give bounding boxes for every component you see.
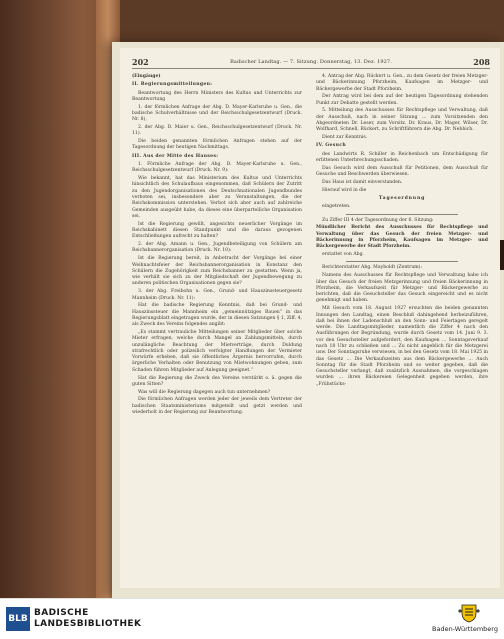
library-logo-icon[interactable]: BLB (6, 607, 30, 631)
paragraph: Mit Gesuch vom 18. August 1927 ersuchten die beiden genannten Innungen den Landtag, einen Beschluß dahingehend herbeizuführen, daß bei ihnen der Ladenschluß an den Sonn- und Feiertagen geregelt werde. Die Landtagsmitglieder, namentlich die Ziffer 4 nach den Ausführungen der Begründung, wurde durch Gesetz vom 14. Juni 9. 3. vor den Gesuchsteller aufgefordert, den Kaufsagen ... Sonntagsverkauf nach 18 Uhr zu schließen und ... Zu nicht angeblich für die Metzgerei usw. Der Sonntagsruhe verwiesen, in bei den Gesetz vom 18. Mai 1925 in das Gesetz ... Die Verkaufszeiten aus dem Bäckergewerbe ... Auch Sonntag für die Stadt Pforzheim und so weiter gegeben, daß die Gesuchsteller verlangt, daß zusätzlich Ausnahmen, die vorgeschlagen wurden ... ihren Bäckereien Gelegenheit gegeben werden, ihre „Frühstücks- (316, 306, 488, 387)
paragraph: Wie bekannt, hat das Ministerium des Kultus und Unterrichts hinsichtlich des Schulaufbaus eingenommen, daß Schülern der Zutritt zu den Jugendorganisationen des Deutschnationalen Jugendbundes verboten sei, insbesondere aber zu Veranstaltungen, die der Reichskommission unterstehen. Verbot sich aber auch auf zahlreiche Gemeinden ausgeübt habe, da dieses eine überparteiliche Organisation sei. (132, 176, 302, 219)
paragraph: Zu Ziffer III 4 der Tagesordnung der 6. Sitzung: (322, 217, 434, 223)
page-gap (500, 240, 504, 270)
paragraph: erstattet von Abg. (322, 252, 365, 258)
document-page (120, 48, 500, 588)
section-divider (346, 261, 458, 262)
paragraph: eingetreten. (322, 204, 351, 210)
running-header (132, 56, 490, 69)
bold-paragraph: (Eingänge) (132, 74, 161, 79)
bold-paragraph: Mündlicher Bericht des Ausschusses für Rechtspflege und Verwaltung über das Gesuch der freien Metzger- und Bäckerinnung in Pforzheim, Kaufsagen im Metzger- und Bäckergewerbe der Stadt Pforzheim. (316, 225, 488, 250)
paragraph: Namens des Ausschusses für Rechtspflege und Verwaltung habe ich über das Gesuch der freien Metzgerinnung und freien Bäckerinnung in Pforzheim, die Verkaufszeit für Metzger- und Bäckergewerbe zu berichten, daß die Gesuchsteller das Gesuch eingereicht und es nicht genehmigt und haben. (316, 273, 488, 304)
right-text-column (316, 74, 488, 390)
paragraph: Der Antrag wird bei dem auf der heutigen Tagesordnung stehenden Punkt zur Debatte gestellt werden. (316, 94, 488, 106)
paragraph: Hat die Regierung die Zweck des Vereins verstärkt o. ä. gegen die guten Sitten? (132, 375, 302, 387)
paragraph: Ist die Regierung bereit, in Anbetracht der Vorgänge bei einer Weihnachtsfeier der Reichsbannerorganisation in Konstanz den Schülern die Zugehörigkeit zum Reichsbanner zu gestatten. Wenn ja, wie verhält sie sich zu der Mitgliedschaft der Jugendbewegung zu anderen politischen Organisationen gegen sie? (132, 256, 302, 287)
paragraph: Ist die Regierung gewillt, angesichts neuerlicher Vorgänge im Reichskabinett diesen Standpunkt und die daraus gezogenen Entschließungen aufrecht zu halten? (132, 221, 302, 240)
section-heading: IV. Gesuch (316, 143, 347, 149)
paragraph: 4. Antrag der Abg. Rückert u. Gen., zu dem Gesetz der freien Metzger- und Bäckerinnung Pforzheim, Kaufsagen im Metzger- und Bäckergewerbe der Stadt Pforzheim. (316, 74, 488, 92)
paragraph: Berichterstatter Abg. Mayboldt (Zentrum): (322, 265, 422, 271)
left-text-column (132, 74, 302, 418)
section-heading: II. Regierungsmitteilungen: (132, 82, 213, 88)
paragraph: des Landwirts R. Schiller in Reichenbach um Entschädigung für erlittenen Unterbrechungsschaden. (316, 151, 488, 164)
section-divider (346, 214, 458, 215)
paragraph: Dient zur Kenntnis. (322, 135, 368, 141)
state-name: Baden-Württemberg (432, 625, 498, 633)
paragraph: Was will die Regierung dagegen auch tun unternehmen? (138, 389, 271, 395)
section-heading: III. Aus der Mitte des Hauses: (132, 153, 219, 159)
paragraph: 2. der Abg. D. Maier u. Gen., Reichsschulgesetzentwurf (Druck. Nr. 11). (132, 125, 302, 137)
page-number-left: 202 (132, 57, 149, 67)
paragraph: Das Gesuch wird dem Ausschuß für Petitionen, dem Ausschuß für Gesuche und Beschwerden überwiesen. (316, 165, 488, 178)
library-name[interactable] (34, 608, 141, 630)
paragraph: 2. der Abg. Amann u. Gen., Jugendbeteiligung von Schülern am Reichsbannerorganisation (Druck. Nr. 10): (132, 242, 302, 254)
header-title: Badischer Landtag. — 7. Sitzung. Donnerstag, 13. Dez. 1927. (230, 59, 392, 65)
paragraph: Beantwortung des Herrn Ministers des Kultus und Unterrichts zur Beantwortung (132, 90, 302, 102)
section-heading: Tagesordnung (378, 196, 426, 202)
paragraph: 5. Mitteilung des Ausschusses für Rechtspflege und Verwaltung, daß der Ausschuß, nach in seiner Sitzung ... zum Vorsitzenden den Abgeordneten Dr. Leser, zum Vorsitz, Dr. Kraus, Dr. Mager, Wilser, Dr. Wolfhard, Schnell, Rückert, zu Schriftführern die Abg. Dr. Nebbich. (316, 108, 488, 133)
page-number-right: 208 (473, 57, 490, 67)
paragraph: Die beiden genannten förmlichen Anfragen stehen auf der Tagesordnung der heutigen Nachmittags. (132, 139, 302, 151)
library-name-line1: BADISCHE (34, 608, 89, 618)
paragraph: 1. der förmlichen Anfrage der Abg. D. Mayer-Karlsruhe u. Gen., die badische Schulverhältnisse und der Reichsschulgesetzentwurf (Druck. Nr. 8), (132, 104, 302, 123)
paragraph: Die förmlichen Anfragen werden jeder der jeweils dem Vertreter der badischen Staatsministeriums mitgeteilt und getzt werden und wiederholt in der Regierung zur Beantwortung. (132, 397, 302, 416)
paragraph: „Es stammt vertrauliche Mitteilungen seiner Mitglieder über solche Mieter erfragen, welche durch Mangel an Zahlungsmitteln, durch unzulängliche Beachtung der Mietverträge, durch Duldung strafrechtlich oder polizeilich verfolgter Handlungen der Vermieter Vorwürfe erheben, daß sie öffentliches Ärgernis hervorrufen, durch ärgerliche Verhalten oder Benutzung von Mietwohnungen geben, zum Schaden führen Mitglieder auf Anlegung geeignet.“ (132, 329, 302, 373)
paragraph: 3. der Abg. Freibohn u. Gen., Grund- und Hauszinssteuergesetz Mannheim (Druck. Nr. 11): (132, 289, 302, 301)
state-crest-icon (458, 603, 480, 623)
paragraph: Das Haus ist damit einverstanden. (322, 179, 403, 185)
paragraph: Hierauf wird in die (322, 187, 367, 193)
paragraph: Hat die badische Regierung Kenntnis, daß bei Grund- und Hauszinssteuer die Mannheim ein „gemeinnütziges Bauen“ in das Regierungsblatt eingetragen wurde, der in diesen Satzungen § 1, Ziff. 4, als Zweck des Vereins folgendes angibt: (132, 303, 302, 328)
viewer-footer (0, 598, 504, 639)
paragraph: 1. Förmliche Anfrage der Abg. D. Mayer-Karlsruhe u. Gen., Reichsschulgesetzentwurf (Druck. Nr. 9): (132, 162, 302, 174)
library-name-line2: LANDESBIBLIOTHEK (34, 619, 142, 629)
